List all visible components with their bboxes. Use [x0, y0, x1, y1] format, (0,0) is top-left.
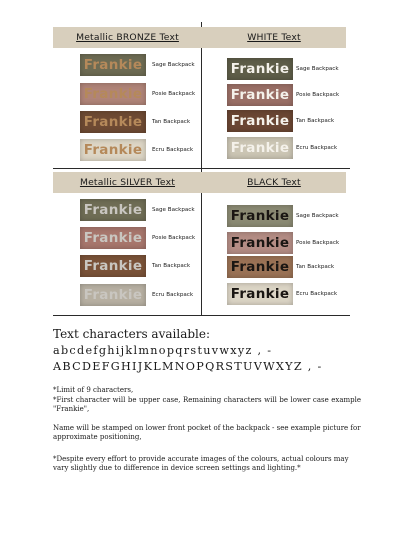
name-swatch: Frankie [227, 137, 293, 159]
backpack-colour-label: Sage Backpack [296, 66, 339, 72]
name-swatch: Frankie [80, 199, 146, 221]
name-swatch: Frankie [80, 227, 146, 249]
characters-title: Text characters available: [53, 327, 211, 341]
note-character-limit: *Limit of 9 characters, [53, 386, 134, 394]
backpack-colour-label: Ecru Backpack [296, 145, 338, 151]
lowercase-characters: abcdefghijklmnopqrstuvwxyz , - [53, 344, 273, 357]
name-swatch: Frankie [227, 256, 293, 278]
name-swatch: Frankie [80, 83, 146, 105]
section-header: Metallic SILVER Text [53, 172, 202, 193]
name-swatch: Frankie [80, 139, 146, 161]
name-swatch: Frankie [227, 58, 293, 80]
section-header: BLACK Text [202, 172, 346, 193]
backpack-colour-label: Sage Backpack [152, 62, 195, 68]
backpack-colour-label: Posie Backpack [152, 91, 196, 97]
backpack-colour-label: Ecru Backpack [152, 292, 194, 298]
backpack-colour-label: Tan Backpack [296, 264, 335, 270]
backpack-colour-label: Tan Backpack [152, 263, 191, 269]
backpack-colour-label: Ecru Backpack [296, 291, 338, 297]
name-swatch: Frankie [227, 110, 293, 132]
uppercase-characters: ABCDEFGHIJKLMNOPQRSTUVWXYZ , - [53, 360, 323, 373]
note-colour-disclaimer: *Despite every effort to provide accurate images of the colours, actual colours may vary slightly due to difference in device screen settings and lighting.* [53, 455, 349, 473]
name-swatch: Frankie [227, 232, 293, 254]
name-swatch: Frankie [80, 111, 146, 133]
backpack-colour-label: Posie Backpack [296, 240, 340, 246]
backpack-colour-label: Ecru Backpack [152, 147, 194, 153]
backpack-colour-label: Tan Backpack [152, 119, 191, 125]
backpack-colour-label: Posie Backpack [296, 92, 340, 98]
note-case-rule: *First character will be upper case, Remaining characters will be lower case example "Frankie", [53, 396, 361, 414]
name-swatch: Frankie [80, 255, 146, 277]
name-swatch: Frankie [80, 284, 146, 306]
name-swatch: Frankie [227, 205, 293, 227]
backpack-colour-label: Posie Backpack [152, 235, 196, 241]
backpack-colour-label: Sage Backpack [152, 207, 195, 213]
grid-vertical-divider [201, 22, 202, 316]
name-swatch: Frankie [227, 283, 293, 305]
name-swatch: Frankie [227, 84, 293, 106]
backpack-colour-label: Sage Backpack [296, 213, 339, 219]
section-header: WHITE Text [202, 27, 346, 48]
grid-middle-divider [53, 168, 350, 169]
grid-bottom-divider [53, 315, 350, 316]
name-swatch: Frankie [80, 54, 146, 76]
note-stamp-position: Name will be stamped on lower front pocket of the backpack - see example picture for approximate positioning, [53, 424, 361, 442]
section-header: Metallic BRONZE Text [53, 27, 202, 48]
backpack-colour-label: Tan Backpack [296, 118, 335, 124]
